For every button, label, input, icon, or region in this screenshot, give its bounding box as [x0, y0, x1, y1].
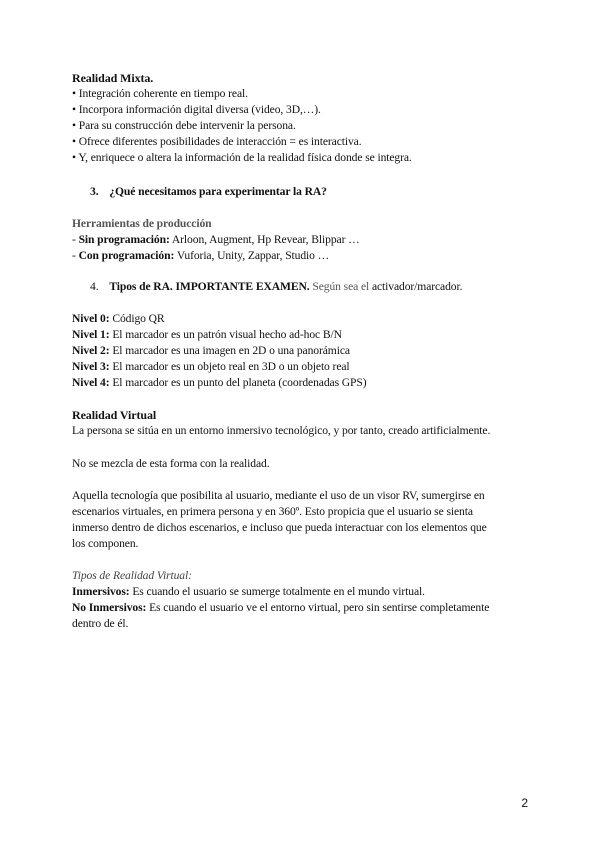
question-title: Tipos de RA. IMPORTANTE EXAMEN. [109, 280, 310, 293]
paragraph-line: Aquella tecnología que posibilita al usuario, mediante el uso de un visor RV, sumergirse en [72, 489, 485, 502]
level-item [72, 327, 542, 343]
level-item [72, 375, 542, 391]
tool-text: Vuforia, Unity, Zappar, Studio … [174, 249, 330, 262]
section-title: Realidad Mixta. [72, 71, 154, 85]
type-text: Es cuando el usuario ve el entorno virtual, pero sin sentirse completamente [146, 601, 490, 614]
vr-types-section [72, 568, 542, 632]
tool-label: Con programación: [78, 249, 175, 262]
tool-prefix: - [72, 249, 79, 262]
paragraph-block [72, 488, 542, 552]
type-label: No Inmersivos: [72, 601, 147, 614]
level-item [72, 359, 542, 375]
type-item-continuation: dentro de él. [72, 617, 129, 630]
question-number: 3. [90, 185, 99, 198]
question-text: ¿Qué necesitamos para experimentar la RA? [109, 185, 327, 198]
level-label: Nivel 4: [72, 376, 110, 389]
level-item [72, 343, 542, 359]
bullet-item: • Incorpora información digital diversa (video, 3D,…). [72, 103, 321, 116]
tools-heading: Herramientas de producción [72, 217, 212, 230]
bullet-item: • Para su construcción debe intervenir la persona. [72, 119, 296, 132]
level-text: El marcador es un objeto real en 3D o un objeto real [109, 360, 350, 373]
bullet-item: • Integración coherente en tiempo real. [72, 87, 248, 100]
tool-item [72, 232, 542, 248]
tool-prefix: - [72, 233, 79, 246]
type-item [72, 600, 542, 616]
level-label: Nivel 2: [72, 344, 110, 357]
bullet-item: • Ofrece diferentes posibilidades de interacción = es interactiva. [72, 135, 362, 148]
paragraph: No se mezcla de esta forma con la realidad. [72, 457, 270, 470]
level-label: Nivel 0: [72, 312, 110, 325]
tools-section [72, 216, 542, 264]
realidad-mixta-section [72, 70, 542, 166]
types-heading: Tipos de Realidad Virtual: [72, 569, 192, 582]
type-item [72, 584, 542, 600]
level-text: El marcador es un punto del planeta (coordenadas GPS) [109, 376, 367, 389]
page-number: 2 [521, 796, 528, 810]
question-text: activador/marcador. [369, 280, 463, 293]
paragraph-line: escenarios virtuales, en primera persona y en 360º. Esto propicia que el usuario se sienta [72, 505, 473, 518]
level-text: El marcador es un patrón visual hecho ad-hoc B/N [109, 328, 342, 341]
section-title: Realidad Virtual [72, 408, 157, 422]
question-number: 4. [90, 280, 99, 293]
paragraph-block [72, 456, 542, 472]
question-3 [90, 184, 560, 200]
question-4 [90, 279, 560, 295]
question-grey-text: Según sea el [309, 280, 370, 293]
level-label: Nivel 1: [72, 328, 110, 341]
paragraph: La persona se sitúa en un entorno inmersivo tecnológico, y por tanto, creado artificialmente. [72, 424, 491, 437]
level-item [72, 311, 542, 327]
type-text: Es cuando el usuario se sumerge totalmente en el mundo virtual. [129, 585, 425, 598]
levels-list [72, 311, 542, 391]
type-label: Inmersivos: [72, 585, 130, 598]
realidad-virtual-section [72, 407, 542, 439]
level-label: Nivel 3: [72, 360, 110, 373]
paragraph-line: inmerso dentro de dichos escenarios, e incluso que pueda interactuar con los elementos que [72, 521, 487, 534]
level-text: El marcador es una imagen en 2D o una panorámica [109, 344, 350, 357]
tool-item [72, 248, 542, 264]
paragraph-line: los componen. [72, 537, 139, 550]
level-text: Código QR [109, 312, 165, 325]
tool-text: Arloon, Augment, Hp Revear, Blippar … [169, 233, 360, 246]
tool-label: Sin programación: [78, 233, 170, 246]
bullet-item: • Y, enriquece o altera la información de la realidad física donde se integra. [72, 151, 412, 164]
